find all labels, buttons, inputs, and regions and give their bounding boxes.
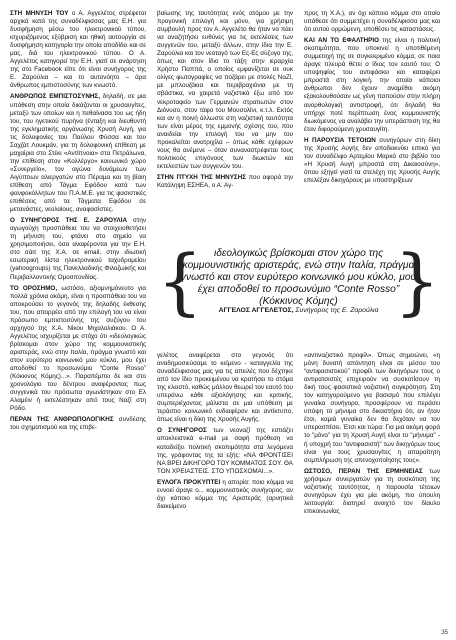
paragraph-lead: ΤΟ ΟΡΟΣΗΜΟ, [10, 284, 58, 292]
paragraph [304, 10, 440, 34]
paragraph-text: «αντιναζιστικό προφίλ». Όπως σημειώνει, «η μόνη δυνατή απάντηση είναι σε μέσου του “αντιφασιστικού” προφίλ των δικηγόρων τους ο αντιρατσιστές επιχειρούν να συσκοτίσουν τη δική τους φασιστικά ναζιστική συγκρότηση. Στη τον κατηγορούμενο για βασισμό που επιλέγει γυναίκα συνήγορο, προσφέρουν να περάσει υπόψη το μήνυμα στο δικαστήριο ότι, αν ήταν έτσι, καμιά γυναίκα δεν θα δεχόταν να τον υπερασπίσει. Έτσι και τώρα: Για μια ακόμη φορά το "μόνο" για τη Χρυσή Αυγή είναι το "μήνυμα" - ή υποχρή του "αντιφασιστή" των δικηγόρων τους είναι για τους χρυσαυγίτες η απαραίτητη συμπλήρωση της απενοχοποίησης τους». [304, 352, 440, 464]
paragraph-text: συνηγόρων στη δίκη της Χρυσής Αυγής δεν αποδεικνύει ειπικό για τον συναδέλφο Αρτεμίου Μαρκό στο βιβλίο του «Η Χρυσή Αυγή μπροστά στη Δικαιοσύνη», όπου εξηγεί γιατί τα στελέχη της Χρυσής Αυγής επελέξαν δικηγόρους με υποστηρίξεων [304, 136, 440, 184]
column-3-lower [304, 352, 440, 519]
paragraph [304, 37, 440, 134]
paragraph [157, 352, 293, 424]
paragraph [157, 427, 293, 475]
paragraph-text: ωστόσο, αξιομνημόνευτο για πολλά χρόνια ακόμη, είναι η προσπάθεια του να αποκρούσει το γεγονός της δηλαδής έκθεσης του, που απορρέει από την επιλογή του να είναι πρόσωπο εμπιστοσύνης της συζύγου του αρχηγού της Χ.Α. Νίκου Μιχαλολιάκου. Ο Α. Αγγελέτος ισχυρίζεται με στόχο ότι «ιδεολογικώς βρίσκομαι στον χώρο της κομμουνιστικής αριστεράς, ενώ στην Ιταλία, πράγμα γνωστό και στον ευρύτερο κοινωνικό μου κύκλο, μου έχει αποδοθεί το προσωνύμιο “Conte Rosso” (Κόκκινος Κόμης)...». Παραπέμπει δε και στο χρονολόγιο του δέντρου αναφέροντας πως συγγενικά του πρόσωπα αγωνίστηκαν στο Ελ Αλαμέιν ή εκτελέστηκαν από τους Ναζί στη Ρόδο. [10, 284, 146, 413]
paragraph-lead: ΣΤΗ ΜΗΝΥΣΗ ΤΟΥ [10, 10, 69, 17]
paragraph-lead: ΩΣΤΟΣΟ, ΠΕΡΑΝ ΤΗΣ ΕΡΜΗΝΕΙΑΣ [304, 467, 423, 475]
page-number: 35 [441, 630, 448, 636]
paragraph-lead: Η ΠΑΡΟΥΣΙΑ ΤΕΤΟΙΩΝ [304, 136, 376, 144]
paragraph-text: βαίωσης της ταυτότητας ενός ατόμου με την προγονική επιλογή και μόνο, για χρήσιμη συμβουλή προς τον Α. Αγγελέτο θα ήταν να πάει να αναζητήσει ευθύνες για τις εκτελέσεις των συγγενών του, μεταξύ άλλων, στην ίδια την Ε. Ζαρούλια και τον νεοταγό των Ες-Ες σύζυγο της, όπως και στον ίδιο το τάξη στην ιεραρχία Χρήστο Παππά, ο οποίος εμφανίζεται σε ουκ ολίγες φωτογραφίες να ποζάρει με στολές ΝαΖί, με μπλουζάκια και περιβραχιόνια με τη σβάστικα, να χαιρετά ναζιστικά έξω από τον νεκροταφείο των Γερμανών στρατιωτών στον Διόνυσο, στον τάφο του Μουσολίνι, κ.τ.λ. Εκτός και αν η ποινή άλλωστε στη ναζιστική ταυτότητα των είναι μέρος της εμμονής σχέσης του, που αναιδείαι την επιλογή του να μην του προκαλείται ανατριχίλα – όπως κάθε εχέφρων νους θα ανέμενε – όταν συναναστρέφεται τους πολιτικούς επιγόνους των διωκτών και εκτελεστών των συγγενών του. [157, 10, 293, 170]
column-2 [157, 10, 293, 242]
paragraph-lead: ΠΕΡΑΝ ΤΗΣ ΑΝΘΡΩΠΟΛΟΓΙΚΗΣ [10, 416, 114, 424]
paragraph [304, 352, 440, 465]
paragraph-text: της είναι η πολιτική σκοπιμότητα, που υποκινεί η υποτιθέμενη συμμετοχή της σε συγκεκριμένο κόμμα, σε ποια άραγε πλευρά θέτει ο ίδιος τον εαυτό του; Ο υποψηφίος του αντιφάσκει και καταφέρει μπροστά στη λογική, την οποία κάποιοι άνθρωποι δεν έχουν αναμέθοι ακόμη εξακολουθούσαν ως γένη παπούσιν στην πλήρη ανορθολογική αντιστροφή, ότι δηλαδή θα υπήρχε ποτέ περίπτωση ένας κομμουνιστής διωκόμενος να αναλάβει την υπεράσπιση της θα έταν διφορούμενη χρυσαυγίτη. [304, 37, 440, 133]
paragraph-lead: ΚΑΙ ΑΝ ΤΟ ΕΦΑΛΤΗΡΙΟ [304, 37, 380, 45]
column-1 [10, 10, 146, 435]
pull-quote-attribution [179, 307, 418, 315]
paragraph [10, 10, 146, 90]
paragraph [157, 479, 293, 511]
paragraph-text: δηλαδή, σε μια υπόθεση στην οποία δικάζονται οι χρυσαυγίτες, μεταξύ των οποίων και η πεθαίνασα του ως ήδη του, του ηγετικού πυρήνα (ένταξη και διευθυντή της εγκληματικής οργάνωσης Χρυσή Αυγή, για τις δολοφονίες του Παύλου Φύσσα και του Σαχζάτ Λουκμάν, για τη δολοφονική επίθεση με μαχαίρια στο Στέκι «Αντίπνοια» στα Πετράλωνα, την επίθεση στον «Κολλέργο» κοινωνικό χώρο «Συνεργείο», τον αγώνα δυνάμεων των Αιγύπτιων αλιεργατών στο Πέραμα και τη βίαιη επίθεση από Τάγμα Εφόδου κατά των φανφοκόλλητων του Π.Α.Μ.Ε. για τις φασιστικές επιθέσεις από τα Τάγματα Εφόδου σε μετανάστες, νεολαίους, αναφασίστες. [10, 93, 147, 214]
pull-quote-text: ιδεολογικώς βρίσκομαι στον χώρο της κομμουνιστικής αριστεράς, ενώ στην Ιταλία, πράγμα γνωστό και στον ευρύτερο κοινωνικό μου κύκλο, μου έχει αποδοθεί το προσωνύμιο “Conte Rosso” (Κόκκινος Κόμης) [180, 248, 417, 307]
paragraph-text: η απορία: ποιο κόμμα να εννοεί άραγε ο... κομμουνιστικός συνήγορος, αν όχι κάποιο κόμμα της Αριστεράς (αρνητικά διακείμενο [157, 478, 294, 510]
paragraph-lead: ΣΤΗΝ ΠΤΥΧΗ ΤΗΣ ΜΗΝΥΣΗΣ [157, 173, 247, 181]
paragraph-lead: Ο ΣΥΝΗΓΟΡΟΣ ΤΗΣ Ε. ΖΑΡΟΥΛΙΑ [10, 217, 127, 225]
attribution-name: ΑΓΓΕΛΟΣ ΑΓΓΕΛΕΤΟΣ, [218, 307, 294, 314]
paragraph-lead: ΕΥΛΟΓΑ ΠΡΟΚΥΠΤΕΙ [157, 478, 221, 486]
paragraph-text: γελέτος αναφέρεται στο γεγονός ότι αναδημοσιεύσαμε το κείμενο - καταγγελία της συναδέλφισσας μας για τις απειλές που δέχτηκε από τον ίδιο προκειμένου να κρατήσει το στόμα της κλειστό, καθώς μάλλον θεωρεί τον εαυτό του υπεράνω κάθε αξιολόγησης και κριτικής, συμπεριέχοντας μάλιστα σε μια υπόθεση με τεράστιο κοινωνικό ενδιαφέρον και αντίκτυπο, όπως είναι η δίκη της Χρυσής Αυγής. [157, 352, 293, 424]
paragraph-text: συνδέσης του σχηματισμού και της επιβε- [10, 416, 146, 432]
paragraph-text: που αφορά την Κατάληψη ΕΣΗΕΑ, ο Α. Αγ- [157, 173, 293, 189]
pull-quote [157, 239, 440, 323]
paragraph [10, 217, 146, 281]
paragraph-lead: ΑΝΘΡΩΠΟΣ ΕΜΠΙΣΤΟΣΥΝΗΣ, [10, 93, 100, 101]
paragraph-text: των χρήσιμων συνεργατών για τη συσκότιση της ναζιστικής ταυτότητας, η παρουσία τέτοιων συνηγόρων έχει για μία ακόμη, πιο ύπουλη λειτουργία: διατηρεί ανοιχτό τον δίαυλο επικοινωνίας [304, 467, 440, 515]
attribution-role: Συνήγορος της Ε. Ζαρούλια [293, 307, 379, 314]
paragraph [157, 10, 293, 171]
paragraph-text: των νεοναζί της εστιάζει αποκλειστικά e-mail με σαφή πρόθεση να καταδείξει πολιτική σκοπιμότητα στα λεγόμενα της, γράφοντας της τα εξής: «ΝΑ ΦΡΟΝΤΙΣΕΙ ΝΑ ΒΡΕΙ ΔΙΚΗΓΟΡΟ ΤΟΥ ΚΟΜΜΑΤΟΣ ΣΟΥ. ΘΑ ΤΟΝ ΧΡΕΙΑΣΤΕΙΣ. ΣΤΟ ΥΠΟΣΧΟΜΑΙ...». [157, 427, 293, 475]
paragraph [10, 93, 146, 214]
paragraph-text: στην αγωγούχη προσπάθεια του να στοιχειοθετήσει τη μήνυση του, φτάνει στο σημείο να χρησιμοποιήσει, όσα αναφέρονται για την Ε.Η. στο σάιτ της Χ.Α. σε email, στην ιδιωτική εσωτερική λίστα ηλεκτρονικού ταχυδρομείου (yahoogroups) της Πανελλαδικής Φιλοζωικής και Περιβαλλοντικής Ομοσπονδίας. [10, 217, 146, 281]
column-3 [304, 10, 440, 242]
paragraph [304, 468, 440, 516]
column-2-lower [157, 352, 293, 514]
right-brace-icon: } [394, 239, 440, 323]
paragraph-text: προς τη Χ.Α.), αν όχι κάποιο κόμμα στο οποίο υπάθεσε ότι συμμετέχει η συναδέλφισσα μας και ότι αυτού ορμώμενη, υποθέσει τις καταστάσεις. [304, 10, 440, 34]
paragraph [157, 174, 293, 190]
paragraph [10, 416, 146, 432]
paragraph-lead: Ο ΣΥΝΗΓΟΡΟΣ [157, 427, 207, 435]
paragraph [304, 137, 440, 185]
paragraph [10, 285, 146, 414]
left-brace-icon: { [157, 239, 203, 323]
paragraph-text: ο Α. Αγγελέτος στρέφεται αρχικά κατά της συναδέλφισσας μας Ε.Η. για δυσφήμηση μέσω του ηλεκτρονικού τύπου, ισχυριζόμενος εξύβριση και ηθική αυτουργία σε δυσφήμηση κατηγορία την οποία αποδίδει και σε μας, διά του ηλεκτρονικού τύπου. Ο Α. Αγγελέτος κατηγορεί την Ε.Η. γιατί σε ανάρτηση της στο Facebook είπε ότι είναι συνήγορος της Ε. Ζαρούλια – και το αυτονόητο – άρα άνθρωπος εμπιστοσύνης των κνωστό. [10, 10, 146, 90]
